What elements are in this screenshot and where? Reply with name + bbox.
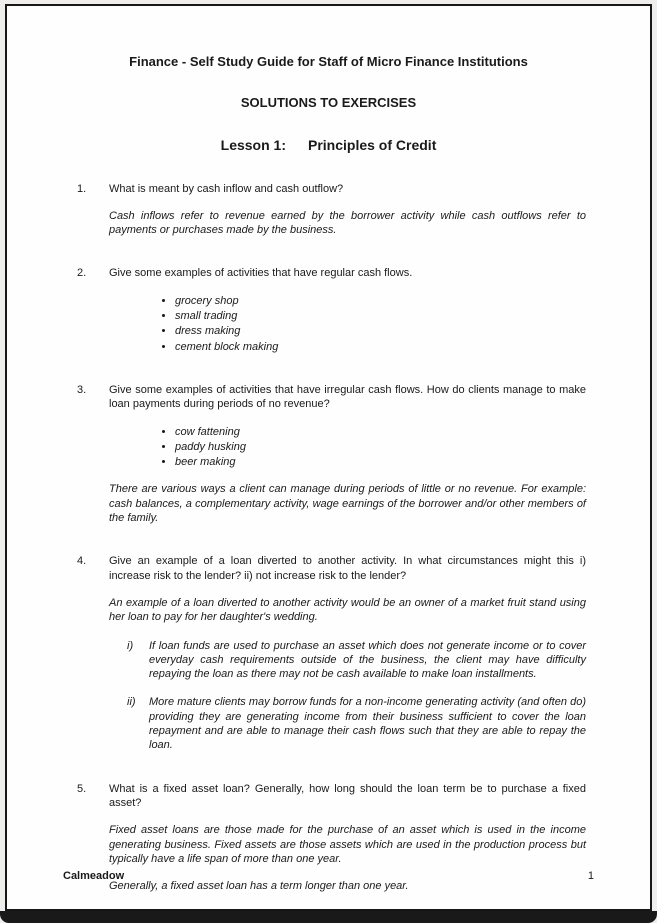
- page-footer: [63, 870, 594, 882]
- question-number: 5.: [77, 782, 87, 795]
- answer-subitem-ii: [127, 695, 586, 752]
- lesson-heading: [7, 137, 650, 153]
- document-subtitle: SOLUTIONS TO EXERCISES: [240, 94, 417, 110]
- question-block-2: [77, 266, 586, 353]
- answer-subitem-i: [127, 639, 586, 682]
- question-row: [77, 383, 586, 412]
- question-text: Give an example of a loan diverted to another activity. In what circumstances might this i) increase risk to the lender? ii) not increase risk to the lender?: [109, 555, 586, 582]
- question-number: 1.: [77, 182, 87, 195]
- bullet-item: • grocery shop: [175, 294, 586, 308]
- question-text: What is meant by cash inflow and cash outflow?: [109, 182, 344, 195]
- bullet-item: • small trading: [175, 309, 586, 323]
- question-number: 3.: [77, 383, 87, 396]
- document-title: Finance - Self Study Guide for Staff of Micro Finance Institutions: [129, 54, 528, 69]
- subitem-label: i): [127, 639, 134, 652]
- answer-text: There are various ways a client can manage during periods of little or no revenue. For example: cash balances, a complementary activity, wage earnings of the borrower and/or other members of the family.: [109, 483, 586, 525]
- bullet-list: [109, 294, 586, 354]
- question-block-3: [77, 383, 586, 525]
- question-text: Give some examples of activities that have irregular cash flows. How do clients manage to make loan payments during periods of no revenue?: [109, 383, 586, 411]
- subitem-label: ii): [127, 696, 136, 709]
- question-row: [77, 782, 586, 811]
- question-number: 2.: [77, 267, 87, 280]
- document-page: [5, 4, 652, 911]
- bullet-list: [109, 425, 586, 470]
- question-block-1: [77, 182, 586, 238]
- question-text: What is a fixed asset loan? Generally, how long should the loan term be to purchase a fixed asset?: [109, 782, 586, 809]
- question-text: Give some examples of activities that have regular cash flows.: [109, 267, 413, 280]
- answer-text: An example of a loan diverted to another activity would be an owner of a market fruit stand using her loan to pay for her daughter's wedding.: [109, 596, 586, 624]
- question-row: [77, 266, 586, 280]
- scan-edge-shadow: [0, 911, 657, 923]
- answer-text: Fixed asset loans are those made for the purchase of an asset which is used in the income generating business. Fixed assets are those assets which are used in the production process but typically have a life span of more than one year.: [109, 824, 586, 865]
- document-body: [7, 153, 650, 894]
- question-number: 4.: [77, 555, 87, 568]
- answer-text: Cash inflows refer to revenue earned by the borrower activity while cash outflows refer to payments or purchases made by the business.: [109, 209, 586, 237]
- lesson-label: Lesson 1:: [220, 136, 286, 153]
- subitem-text: More mature clients may borrow funds for a non-income generating activity (and often do) providing they are generating income from their business sufficient to cover the loan repayment and are able to manage their cash flows such that they are able to repay the loan.: [149, 696, 586, 752]
- footer-page-number: 1: [587, 870, 594, 882]
- question-block-4: [77, 554, 586, 752]
- subitem-text: If loan funds are used to purchase an asset which does not generate income or to cover everyday cash requirements outside of the business, the client may have difficulty repaying the loan as there may not be cash available to make loan installments.: [149, 639, 586, 681]
- question-row: [77, 554, 586, 583]
- bullet-item: • cow fattening: [175, 425, 586, 439]
- bullet-item: • cement block making: [175, 340, 586, 354]
- bullet-item: • beer making: [175, 455, 586, 469]
- question-row: [77, 182, 586, 196]
- bullet-item: • dress making: [175, 324, 586, 338]
- footer-organization: Calmeadow: [63, 870, 125, 882]
- answer-text-2: Generally, a fixed asset loan has a term longer than one year.: [109, 880, 409, 893]
- bullet-item: • paddy husking: [175, 440, 586, 454]
- lesson-title: Principles of Credit: [308, 136, 437, 153]
